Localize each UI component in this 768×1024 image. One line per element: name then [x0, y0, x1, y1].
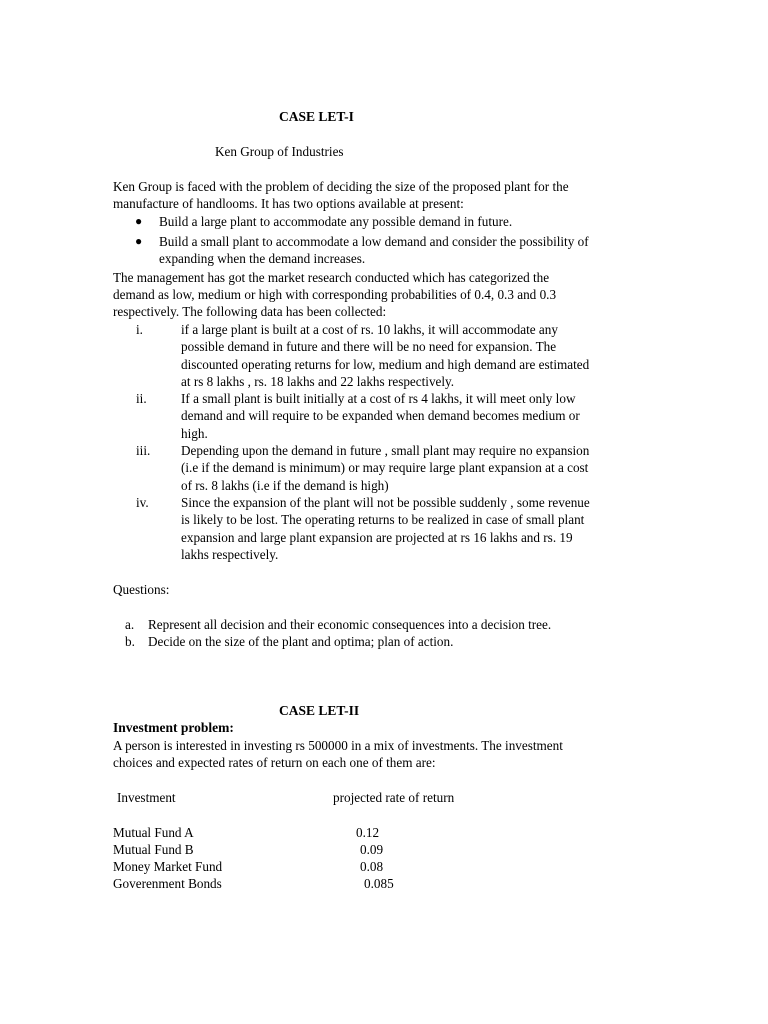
item-line: if a large plant is built at a cost of rs. 10 lakhs, it will accommodate any — [181, 322, 558, 337]
item-line: Depending upon the demand in future , small plant may require no expansion — [181, 443, 590, 458]
item-line: of rs. 8 lakhs (i.e if the demand is high) — [181, 477, 389, 493]
item-line: expansion and large plant expansion are projected at rs 16 lakhs and rs. 19 — [181, 529, 573, 545]
bullet-icon: ● — [135, 214, 143, 228]
management-line: The management has got the market research conducted which has categorized the — [113, 270, 550, 285]
table-header-rate: projected rate of return — [333, 790, 455, 805]
table-cell-rate: 0.085 — [364, 876, 394, 891]
item-line: discounted operating returns for low, medium and high demand are estimated — [181, 356, 590, 372]
item-text — [181, 321, 651, 391]
bullet-line: Build a large plant to accommodate any possible demand in future. — [159, 214, 513, 229]
case2-intro-line: choices and expected rates of return on each one of them are: — [113, 755, 436, 770]
question-text: Decide on the size of the plant and optima; plan of action. — [148, 634, 454, 649]
bullet-line: Build a small plant to accommodate a low demand and consider the possibility of — [159, 234, 589, 249]
case2-intro-line: A person is interested in investing rs 500000 in a mix of investments. The investment — [113, 738, 563, 753]
case1-heading: CASE LET-I — [279, 109, 354, 124]
table-cell-investment: Goverenment Bonds — [113, 876, 222, 891]
item-line: demand and will require to be expanded when demand becomes medium or — [181, 408, 580, 424]
case1-intro-line: manufacture of handlooms. It has two options available at present: — [113, 196, 464, 211]
item-number: iii. — [136, 443, 151, 458]
question-letter: a. — [125, 617, 135, 632]
item-line: Since the expansion of the plant will not be possible suddenly , some revenue — [181, 495, 590, 510]
item-line: possible demand in future and there will be no need for expansion. The — [181, 339, 557, 355]
item-line: is likely to be lost. The operating returns to be realized in case of small plant — [181, 512, 585, 528]
table-cell-rate: 0.09 — [360, 842, 384, 857]
item-line: high. — [181, 425, 208, 441]
case1-subtitle: Ken Group of Industries — [215, 144, 344, 159]
item-number: i. — [136, 322, 143, 337]
item-text — [181, 390, 651, 442]
item-text — [181, 494, 651, 564]
questions-label: Questions: — [113, 582, 170, 597]
bullet-line: expanding when the demand increases. — [159, 251, 366, 267]
item-line: If a small plant is built initially at a cost of rs 4 lakhs, it will meet only low — [181, 391, 576, 406]
item-line: at rs 8 lakhs , rs. 18 lakhs and 22 lakhs respectively. — [181, 374, 455, 390]
management-line: respectively. The following data has been collected: — [113, 304, 387, 319]
bullet-icon: ● — [135, 234, 143, 248]
table-cell-rate: 0.08 — [360, 859, 384, 874]
table-cell-investment: Mutual Fund A — [113, 825, 194, 840]
table-header-investment: Investment — [117, 790, 176, 805]
case1-intro-line: Ken Group is faced with the problem of deciding the size of the proposed plant for the — [113, 179, 569, 194]
case2-subheading: Investment problem: — [113, 720, 234, 735]
item-text — [181, 442, 651, 494]
question-text: Represent all decision and their economic consequences into a decision tree. — [148, 617, 552, 632]
question-letter: b. — [125, 634, 135, 649]
table-cell-investment: Money Market Fund — [113, 859, 223, 874]
item-line: lakhs respectively. — [181, 547, 279, 563]
item-number: iv. — [136, 495, 149, 510]
item-line: (i.e if the demand is minimum) or may require large plant expansion at a cost — [181, 460, 589, 476]
item-number: ii. — [136, 391, 147, 406]
table-cell-investment: Mutual Fund B — [113, 842, 194, 857]
management-line: demand as low, medium or high with corresponding probabilities of 0.4, 0.3 and 0.3 — [113, 287, 557, 302]
table-cell-rate: 0.12 — [356, 825, 380, 840]
case2-heading: CASE LET-II — [279, 703, 360, 718]
